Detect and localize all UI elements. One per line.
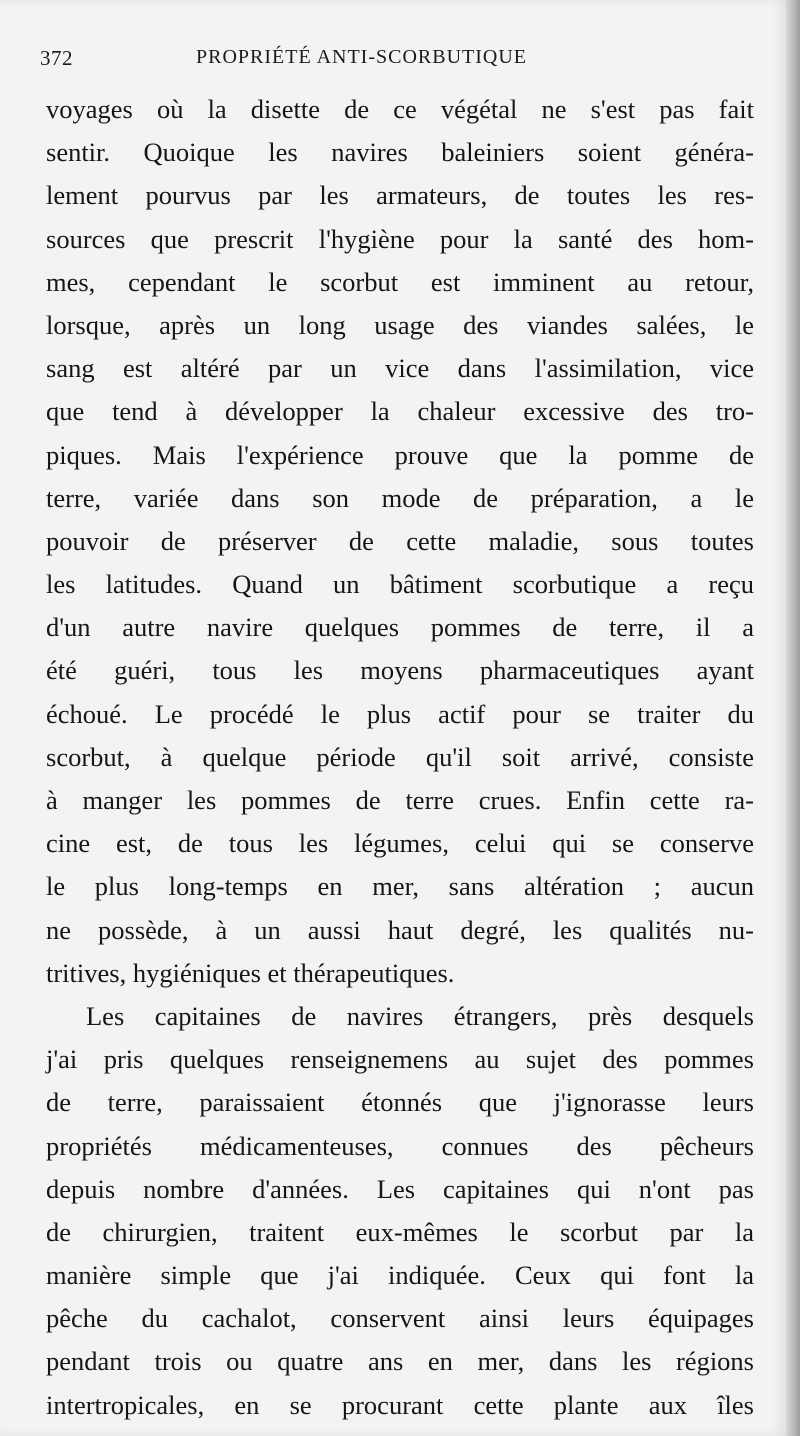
text-line: sang est altéré par un vice dans l'assimilation, vice (46, 353, 754, 384)
text-line: que tend à développer la chaleur excessive des tro- (46, 396, 754, 427)
text-line: de terre, paraissaient étonnés que j'ignorasse leurs (46, 1087, 754, 1118)
text-line: échoué. Le procédé le plus actif pour se traiter du (46, 698, 754, 729)
text-line: tritives, hygiéniques et thérapeutiques. (46, 957, 455, 988)
text-line: pêche du cachalot, conservent ainsi leurs équipages (46, 1303, 754, 1334)
text-line: de chirurgien, traitent eux-mêmes le scorbut par la (46, 1216, 754, 1247)
text-line: lorsque, après un long usage des viandes salées, le (46, 309, 754, 340)
text-line: manière simple que j'ai indiquée. Ceux qui font la (46, 1260, 754, 1291)
text-line: ne possède, à un aussi haut degré, les qualités nu- (46, 914, 754, 945)
text-line: depuis nombre d'années. Les capitaines qui n'ont pas (46, 1173, 754, 1204)
text-line: lement pourvus par les armateurs, de toutes les res- (46, 180, 754, 211)
text-line: sources que prescrit l'hygiène pour la santé des hom- (46, 223, 754, 254)
page-number: 372 (40, 46, 73, 70)
text-line: scorbut, à quelque période qu'il soit arrivé, consiste (46, 741, 754, 772)
text-line: d'un autre navire quelques pommes de terre, il a (46, 612, 754, 643)
text-line: mes, cependant le scorbut est imminent au retour, (46, 266, 754, 297)
text-line: intertropicales, en se procurant cette plante aux îles (46, 1389, 754, 1420)
page-edge (786, 0, 800, 1436)
text-line: pendant trois ou quatre ans en mer, dans les régions (46, 1346, 754, 1377)
body-text (46, 88, 754, 1427)
text-line: à manger les pommes de terre crues. Enfin cette ra- (46, 785, 754, 815)
text-line: sentir. Quoique les navires baleiniers soient généra- (46, 137, 754, 168)
text-line: propriétés médicamenteuses, connues des pêcheurs (46, 1130, 754, 1161)
text-line: pouvoir de préserver de cette maladie, sous toutes (46, 525, 754, 556)
running-title: PROPRIÉTÉ ANTI-SCORBUTIQUE (196, 46, 528, 68)
text-line: les latitudes. Quand un bâtiment scorbutique a reçu (46, 569, 754, 600)
text-line: terre, variée dans son mode de préparation, a le (46, 482, 754, 513)
text-line: Les capitaines de navires étrangers, près desquels (86, 1000, 754, 1031)
page-header (0, 40, 786, 80)
text-line: j'ai pris quelques renseignemens au sujet des pommes (46, 1044, 754, 1075)
text-line: le plus long-temps en mer, sans altération ; aucun (46, 871, 754, 902)
text-line: été guéri, tous les moyens pharmaceutiques ayant (46, 655, 754, 686)
text-line: voyages où la disette de ce végétal ne s'est pas fait (46, 94, 754, 124)
text-line: cine est, de tous les légumes, celui qui se conserve (46, 828, 754, 859)
text-line: piques. Mais l'expérience prouve que la pomme de (46, 439, 754, 470)
